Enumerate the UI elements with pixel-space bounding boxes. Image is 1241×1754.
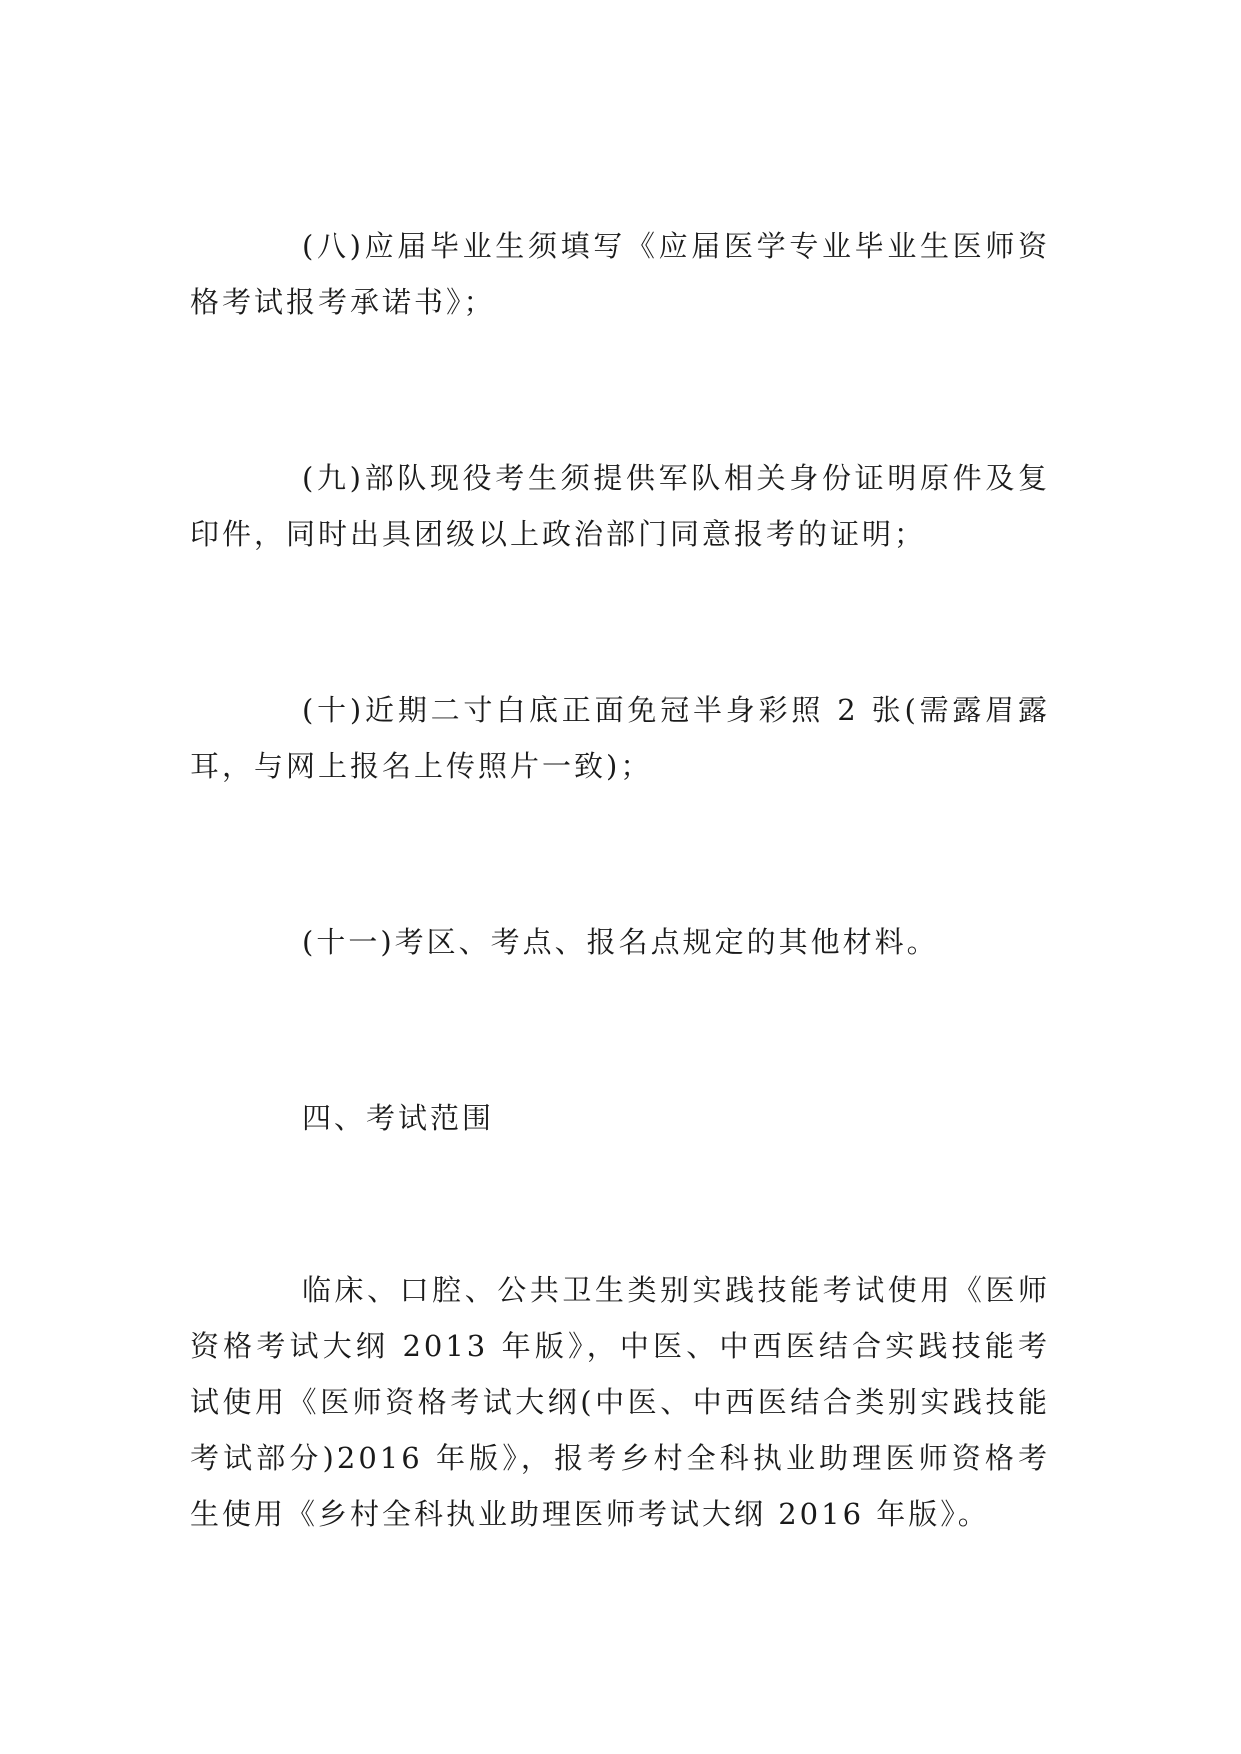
section-heading-exam-scope: 四、考试范围 [302,1101,495,1135]
paragraph-item-10: (十)近期二寸白底正面免冠半身彩照 2 张(需露眉露耳，与网上报名上传照片一致)； [190,693,1050,783]
paragraph-exam-scope-body: 临床、口腔、公共卫生类别实践技能考试使用《医师资格考试大纲 2013 年版》，中医、中西医结合实践技能考试使用《医师资格考试大纲(中医、中西医结合类别实践技能考试部分)2016 年版》，报考乡村全科执业助理医师资格考生使用《乡村全科执业助理医师考试大纲 2016 年版》。 [190,1273,1050,1531]
paragraph-item-11: (十一)考区、考点、报名点规定的其他材料。 [302,925,939,959]
paragraph-item-8: (八)应届毕业生须填写《应届医学专业毕业生医师资格考试报考承诺书》； [190,229,1050,319]
paragraph-item-9: (九)部队现役考生须提供军队相关身份证明原件及复印件，同时出具团级以上政治部门同意报考的证明； [190,461,1050,551]
